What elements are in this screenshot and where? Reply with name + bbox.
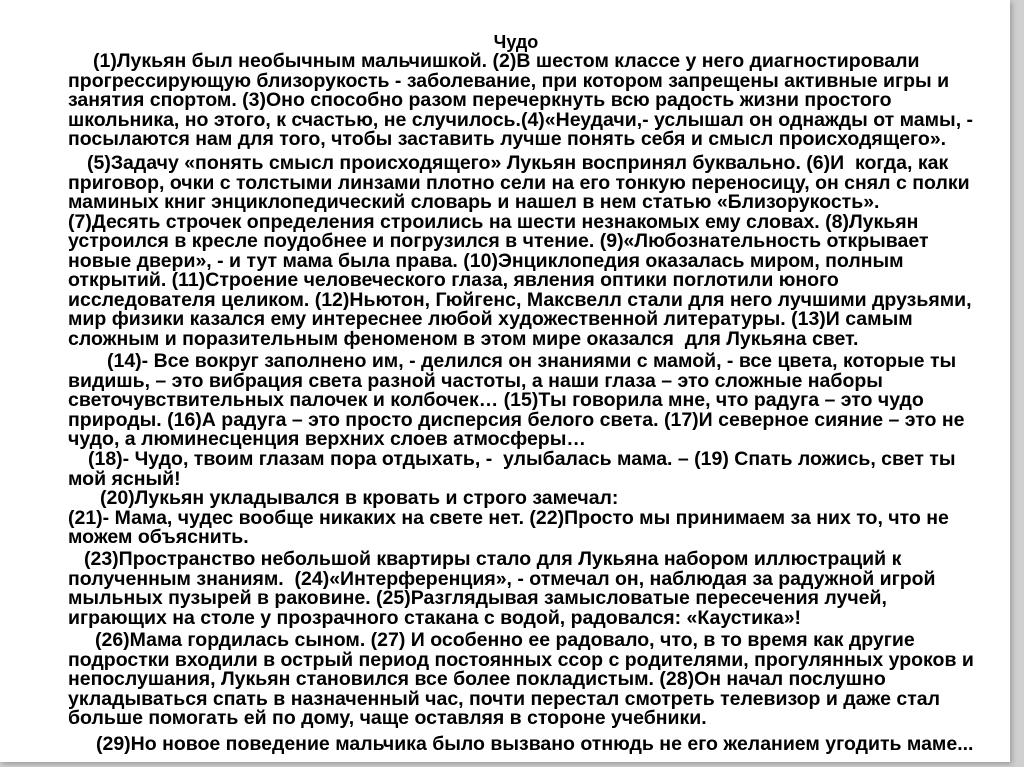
text-line: маминых книг энциклопедический словарь и нашел в нем статью «Близорукость». [68,191,880,214]
text-line: (21)- Мама, чудес вообще никаких на свете нет. (22)Просто мы принимаем за них то, что не [68,506,949,529]
paragraph [68,631,1002,729]
paragraph [68,735,1002,755]
text-line: (7)Десять строчек определения строились на шести незнакомых ему словах. (8)Лукьян [68,210,919,233]
text-line: мир физики казался ему интереснее любой художественной литературы. (13)И самым [68,308,913,331]
text-line: (29)Но новое поведение мальчика было вызвано отнюдь не его желанием угодить маме... [96,733,974,756]
text-line: природы. (16)А радуга – это просто дисперсия белого света. (17)И северное сияние – это не [68,408,965,431]
text-line: посылаются нам для того, чтобы заставить лучше понять себя и смысл происходящего». [68,128,947,150]
text-line: можем объяснить. [68,526,249,549]
text-line: видишь, – это вибрация света разной частоты, а наши глаза – это сложные наборы [68,369,883,392]
text-line: (26)Мама гордилась сыном. (27) И особенно ее радовало, что, в то время как другие [95,629,915,652]
text-line: исследователя целиком. (12)Ньютон, Гюйгенс, Максвелл стали для него лучшими друзьями, [68,288,972,311]
text-line: светочувствительных палочек и колбочек… (15)Ты говорила мне, что радуга – это чудо [68,389,924,412]
text-line: прогрессирующую близорукость - заболевание, при котором запрещены активные игры и [68,69,950,92]
text-line: (20)Лукьян укладывался в кровать и строго замечал: [100,487,619,510]
text-line: (5)Задачу «понять смысл происходящего» Лукьян воспринял буквально. (6)И когда, как [87,152,949,175]
paragraph [68,489,1002,509]
text-line: подростки входили в острый период постоянных ссор с родителями, прогулянных уроков и [68,648,974,671]
text-line: (1)Лукьян был необычным мальчишкой. (2)В шестом классе у него диагностировали [93,50,920,72]
text-line: непослушания, Лукьян становился все более покладистым. (28)Он начал послушно [68,668,886,691]
paragraph [68,352,1002,450]
text-line: играющих на столе у прозрачного стакана с водой, радовался: «Каустика»! [68,606,802,629]
text-line: (14)- Все вокруг заполнено им, - делился он знаниями с мамой, - все цвета, которые ты [107,350,957,373]
text-line: сложным и поразительным феноменом в этом мире оказался для Лукьяна свет. [68,327,859,350]
story-text [68,52,1002,755]
text-line: школьника, но этого, к счастью, не случилось.(4)«Неудачи,- услышал он однажды от мамы, - [68,108,974,131]
text-line: приговор, очки с толстыми линзами плотно сели на его тонкую переносицу, он снял с полки [68,171,970,194]
paragraph [68,506,1002,549]
text-line: новые двери», - и тут мама была права. (10)Энциклопедия оказалась миром, полным [68,249,904,272]
text-line: больше помогать ей по дому, чаще оставляя в стороне учебники. [68,707,707,730]
paragraph [68,450,1002,489]
text-line: (23)Пространство небольшой квартиры стало для Лукьяна набором иллюстраций к [84,548,902,571]
paragraph [68,154,1002,349]
text-line: мой ясный! [68,467,181,490]
text-line: (18)- Чудо, твоим глазам пора отдыхать, - улыбалась мама. – (19) Спать ложись, свет ты [88,448,956,471]
text-line: занятия спортом. (3)Оно способно разом перечеркнуть всю радость жизни простого [68,89,892,111]
paragraph [68,550,1002,628]
text-line: открытий. (11)Строение человеческого глаза, явления оптики поглотили юного [68,269,839,292]
text-line: полученным знаниям. (24)«Интерференция», - отмечал он, наблюдая за радужной игрой [68,567,936,590]
text-line: укладываться спать в назначенный час, почти перестал смотреть телевизор и даже стал [68,687,940,710]
slide-title: Чудо [493,32,539,52]
text-line: мыльных пузырей в раковине. (25)Разглядывая замысловатые пересечения лучей, [68,587,887,610]
text-line: чудо, а люминесценция верхних слоев атмосферы… [68,428,586,451]
text-line: устроился в кресле поудобнее и погрузился в чтение. (9)«Любознательность открывает [68,230,929,253]
paragraph [68,52,1002,150]
